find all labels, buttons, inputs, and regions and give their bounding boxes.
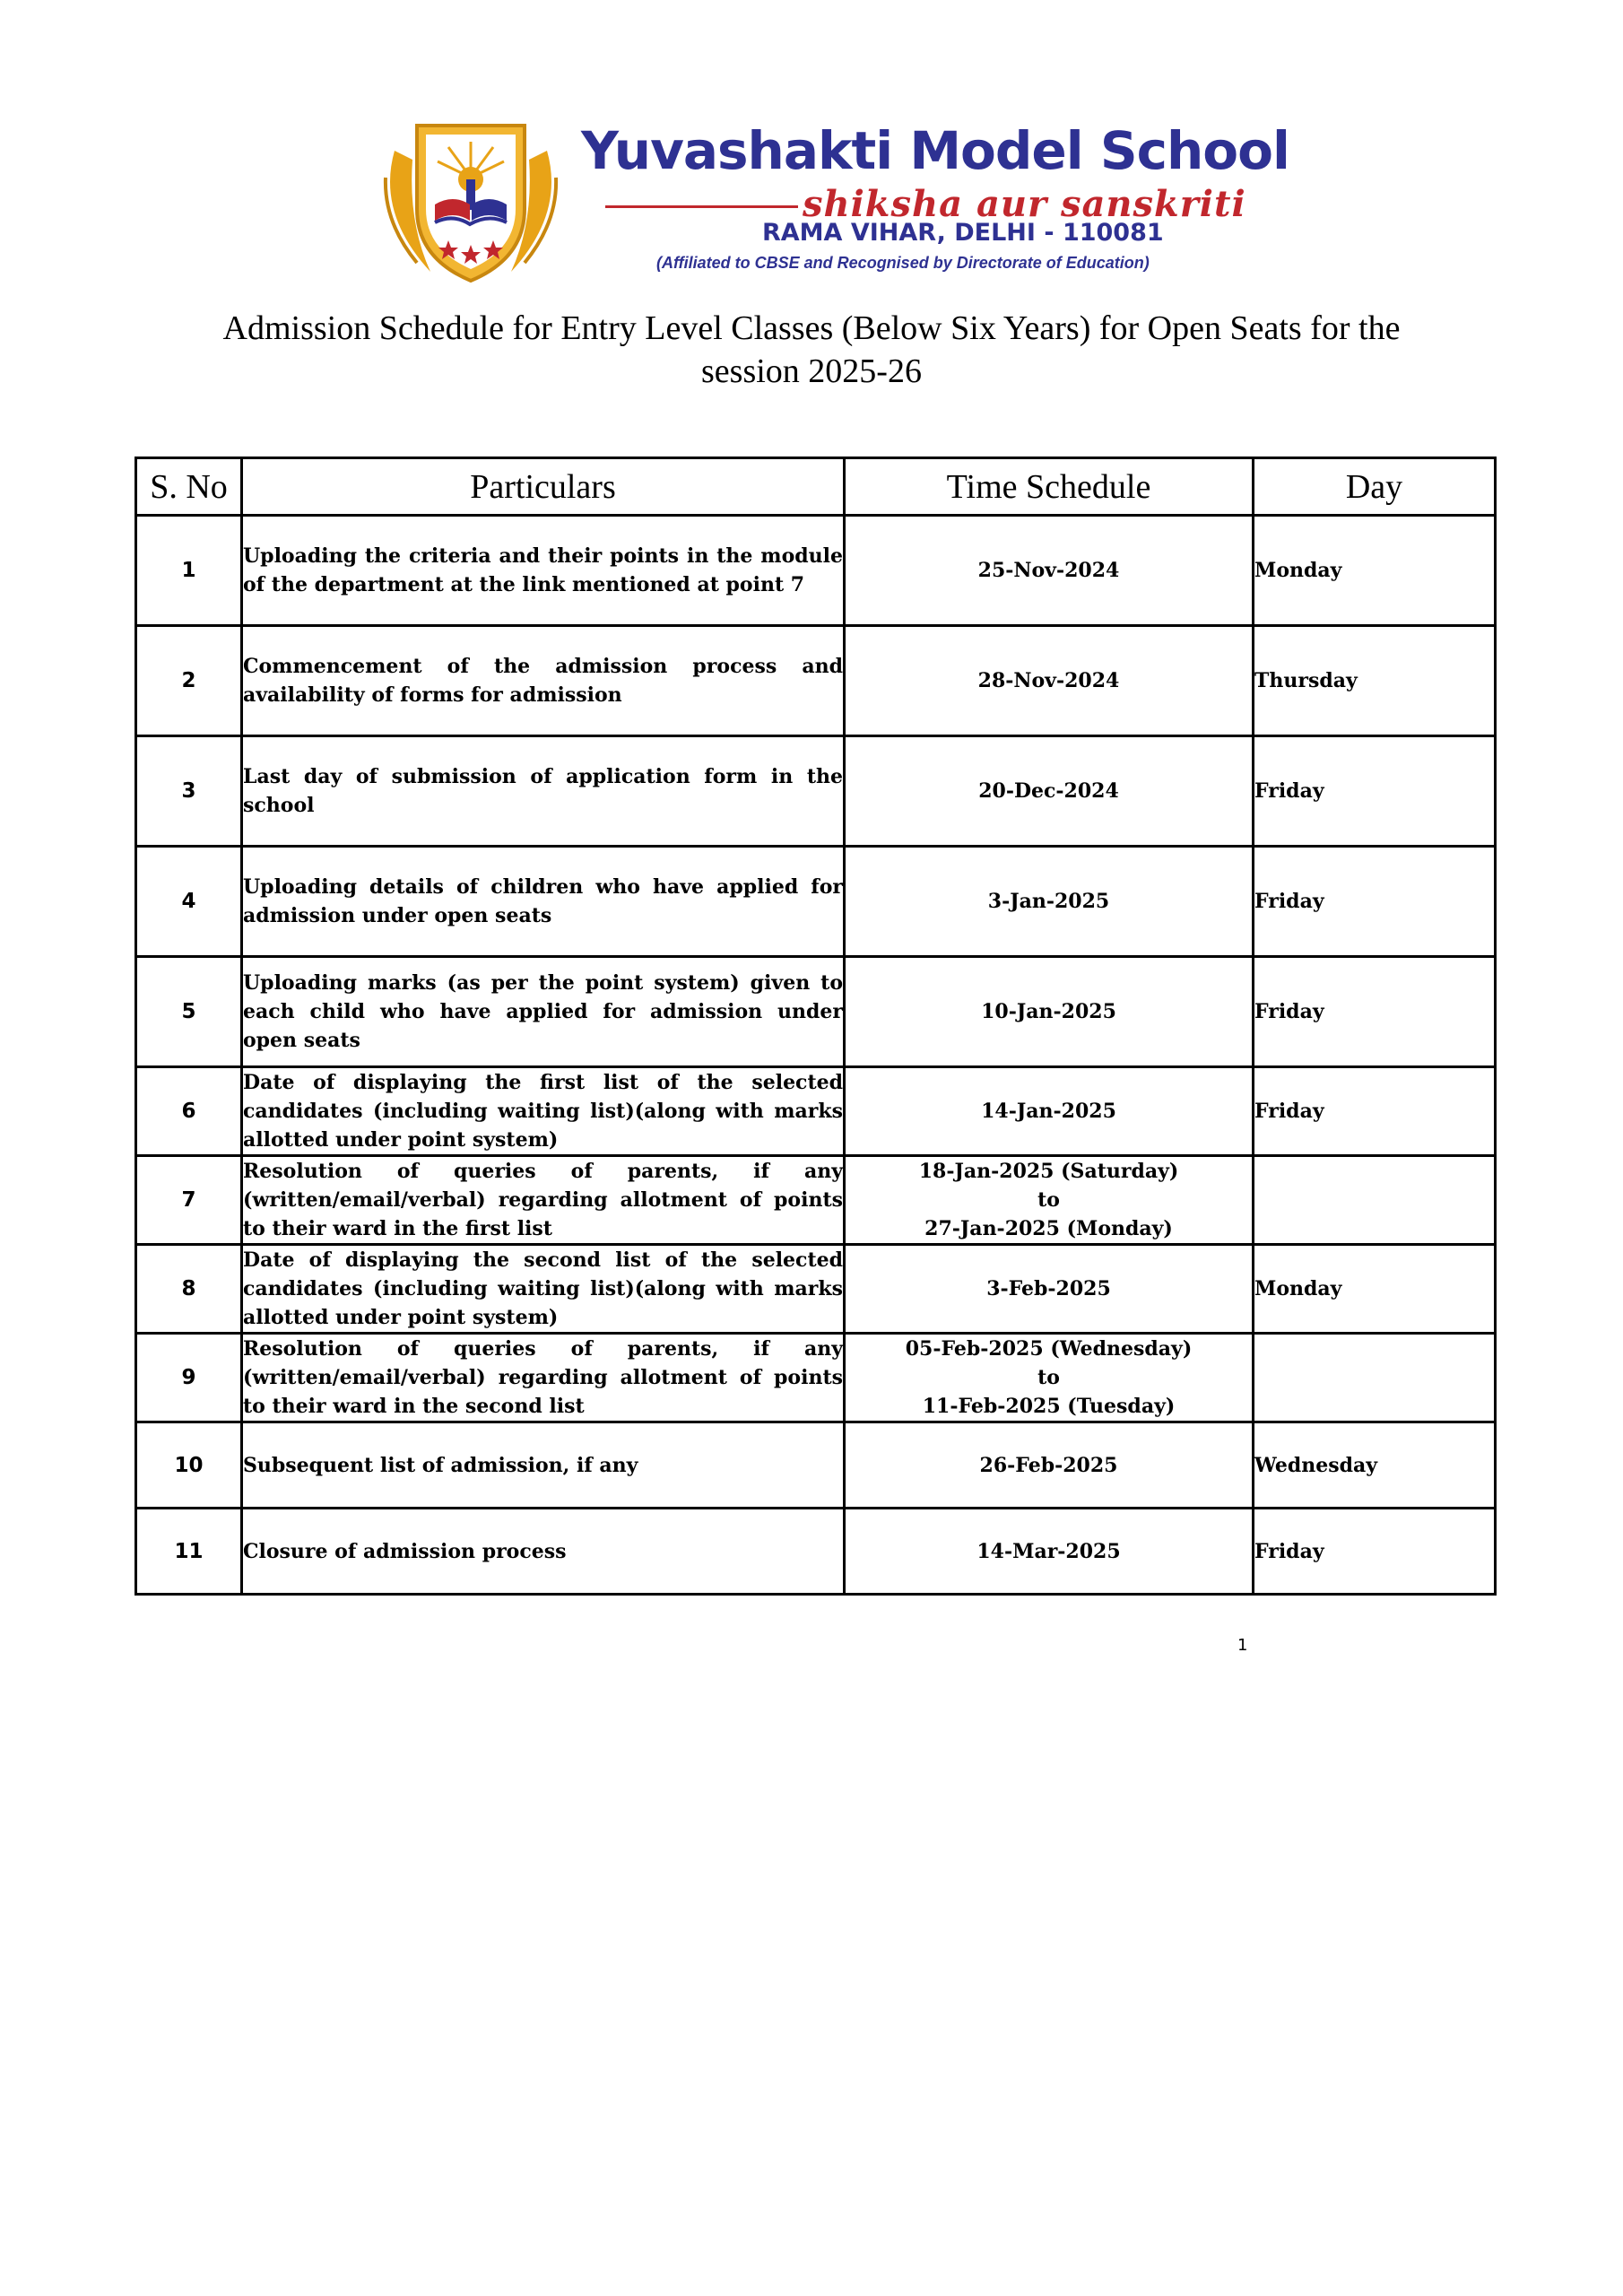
cell-time-schedule — [845, 1334, 1254, 1422]
table-row — [136, 1156, 1496, 1245]
school-header — [377, 115, 1289, 294]
cell-time-schedule — [845, 1067, 1254, 1156]
title-line-2: session 2025-26 — [701, 352, 922, 390]
cell-time-schedule — [845, 626, 1254, 736]
cell-sno: 1 — [136, 516, 242, 626]
cell-time-schedule — [845, 1422, 1254, 1509]
table-row — [136, 1509, 1496, 1595]
cell-day: Friday — [1254, 736, 1496, 847]
cell-particulars: Resolution of queries of parents, if any (written/email/verbal) regarding allotment of points to their ward in the first list — [242, 1156, 845, 1245]
cell-sno: 7 — [136, 1156, 242, 1245]
cell-time-schedule — [845, 1509, 1254, 1595]
school-address: RAMA VIHAR, DELHI - 110081 — [762, 219, 1164, 247]
cell-day: Thursday — [1254, 626, 1496, 736]
table-header-row — [136, 458, 1496, 516]
table-row — [136, 847, 1496, 957]
table-row — [136, 957, 1496, 1067]
cell-sno: 10 — [136, 1422, 242, 1509]
header-sno: S. No — [136, 458, 242, 516]
table-row — [136, 736, 1496, 847]
school-tagline: shiksha aur sanskriti — [803, 183, 1246, 225]
table-row — [136, 1334, 1496, 1422]
time-line: to — [1037, 1366, 1060, 1389]
time-line: 27-Jan-2025 (Monday) — [924, 1217, 1173, 1240]
cell-sno: 6 — [136, 1067, 242, 1156]
time-line: 11-Feb-2025 (Tuesday) — [922, 1395, 1176, 1418]
cell-particulars: Subsequent list of admission, if any — [242, 1422, 845, 1509]
cell-day — [1254, 1156, 1496, 1245]
time-line: 20-Dec-2024 — [978, 779, 1119, 803]
time-line: 26-Feb-2025 — [979, 1453, 1118, 1477]
cell-particulars: Closure of admission process — [242, 1509, 845, 1595]
cell-time-schedule — [845, 847, 1254, 957]
document-title — [117, 307, 1506, 393]
tagline-divider — [605, 205, 798, 208]
cell-sno: 4 — [136, 847, 242, 957]
time-line: 05-Feb-2025 (Wednesday) — [905, 1337, 1193, 1361]
cell-sno: 9 — [136, 1334, 242, 1422]
cell-day: Monday — [1254, 516, 1496, 626]
cell-time-schedule — [845, 736, 1254, 847]
admission-schedule-table — [135, 457, 1497, 1596]
cell-time-schedule — [845, 1245, 1254, 1334]
cell-particulars: Commencement of the admission process and availability of forms for admission — [242, 626, 845, 736]
cell-day: Monday — [1254, 1245, 1496, 1334]
cell-particulars: Uploading details of children who have applied for admission under open seats — [242, 847, 845, 957]
school-name: Yuvashakti Model School — [581, 120, 1289, 181]
header-day: Day — [1254, 458, 1496, 516]
cell-day: Friday — [1254, 957, 1496, 1067]
cell-sno: 11 — [136, 1509, 242, 1595]
cell-particulars: Uploading the criteria and their points in the module of the department at the link mentioned at point 7 — [242, 516, 845, 626]
time-line: 3-Feb-2025 — [986, 1277, 1111, 1300]
table-row — [136, 1245, 1496, 1334]
header-particulars: Particulars — [242, 458, 845, 516]
cell-time-schedule — [845, 1156, 1254, 1245]
cell-sno: 3 — [136, 736, 242, 847]
time-line: 28-Nov-2024 — [977, 669, 1120, 692]
cell-sno: 8 — [136, 1245, 242, 1334]
cell-day: Friday — [1254, 1067, 1496, 1156]
cell-day — [1254, 1334, 1496, 1422]
cell-day: Wednesday — [1254, 1422, 1496, 1509]
table-row — [136, 1422, 1496, 1509]
table-row — [136, 516, 1496, 626]
cell-particulars: Resolution of queries of parents, if any (written/email/verbal) regarding allotment of points to their ward in the second list — [242, 1334, 845, 1422]
page-number: 1 — [1237, 1636, 1248, 1655]
cell-particulars: Date of displaying the first list of the selected candidates (including waiting list)(along with marks allotted under point system) — [242, 1067, 845, 1156]
cell-particulars: Date of displaying the second list of the selected candidates (including waiting list)(along with marks allotted under point system) — [242, 1245, 845, 1334]
school-affiliation: (Affiliated to CBSE and Recognised by Directorate of Education) — [656, 254, 1150, 272]
time-line: 18-Jan-2025 (Saturday) — [918, 1160, 1179, 1183]
title-line-1: Admission Schedule for Entry Level Classes (Below Six Years) for Open Seats for the — [222, 309, 1401, 347]
time-line: 14-Mar-2025 — [976, 1539, 1121, 1563]
cell-day: Friday — [1254, 847, 1496, 957]
header-time-schedule: Time Schedule — [845, 458, 1254, 516]
cell-time-schedule — [845, 516, 1254, 626]
time-line: to — [1037, 1188, 1060, 1212]
table-row — [136, 626, 1496, 736]
time-line: 3-Jan-2025 — [987, 890, 1110, 913]
cell-sno: 5 — [136, 957, 242, 1067]
table-row — [136, 1067, 1496, 1156]
time-line: 14-Jan-2025 — [981, 1100, 1116, 1123]
cell-particulars: Uploading marks (as per the point system) given to each child who have applied for admission under open seats — [242, 957, 845, 1067]
cell-time-schedule — [845, 957, 1254, 1067]
cell-sno: 2 — [136, 626, 242, 736]
cell-particulars: Last day of submission of application form in the school — [242, 736, 845, 847]
school-crest-logo — [377, 115, 565, 287]
cell-day: Friday — [1254, 1509, 1496, 1595]
time-line: 10-Jan-2025 — [981, 1000, 1116, 1023]
time-line: 25-Nov-2024 — [977, 559, 1120, 582]
